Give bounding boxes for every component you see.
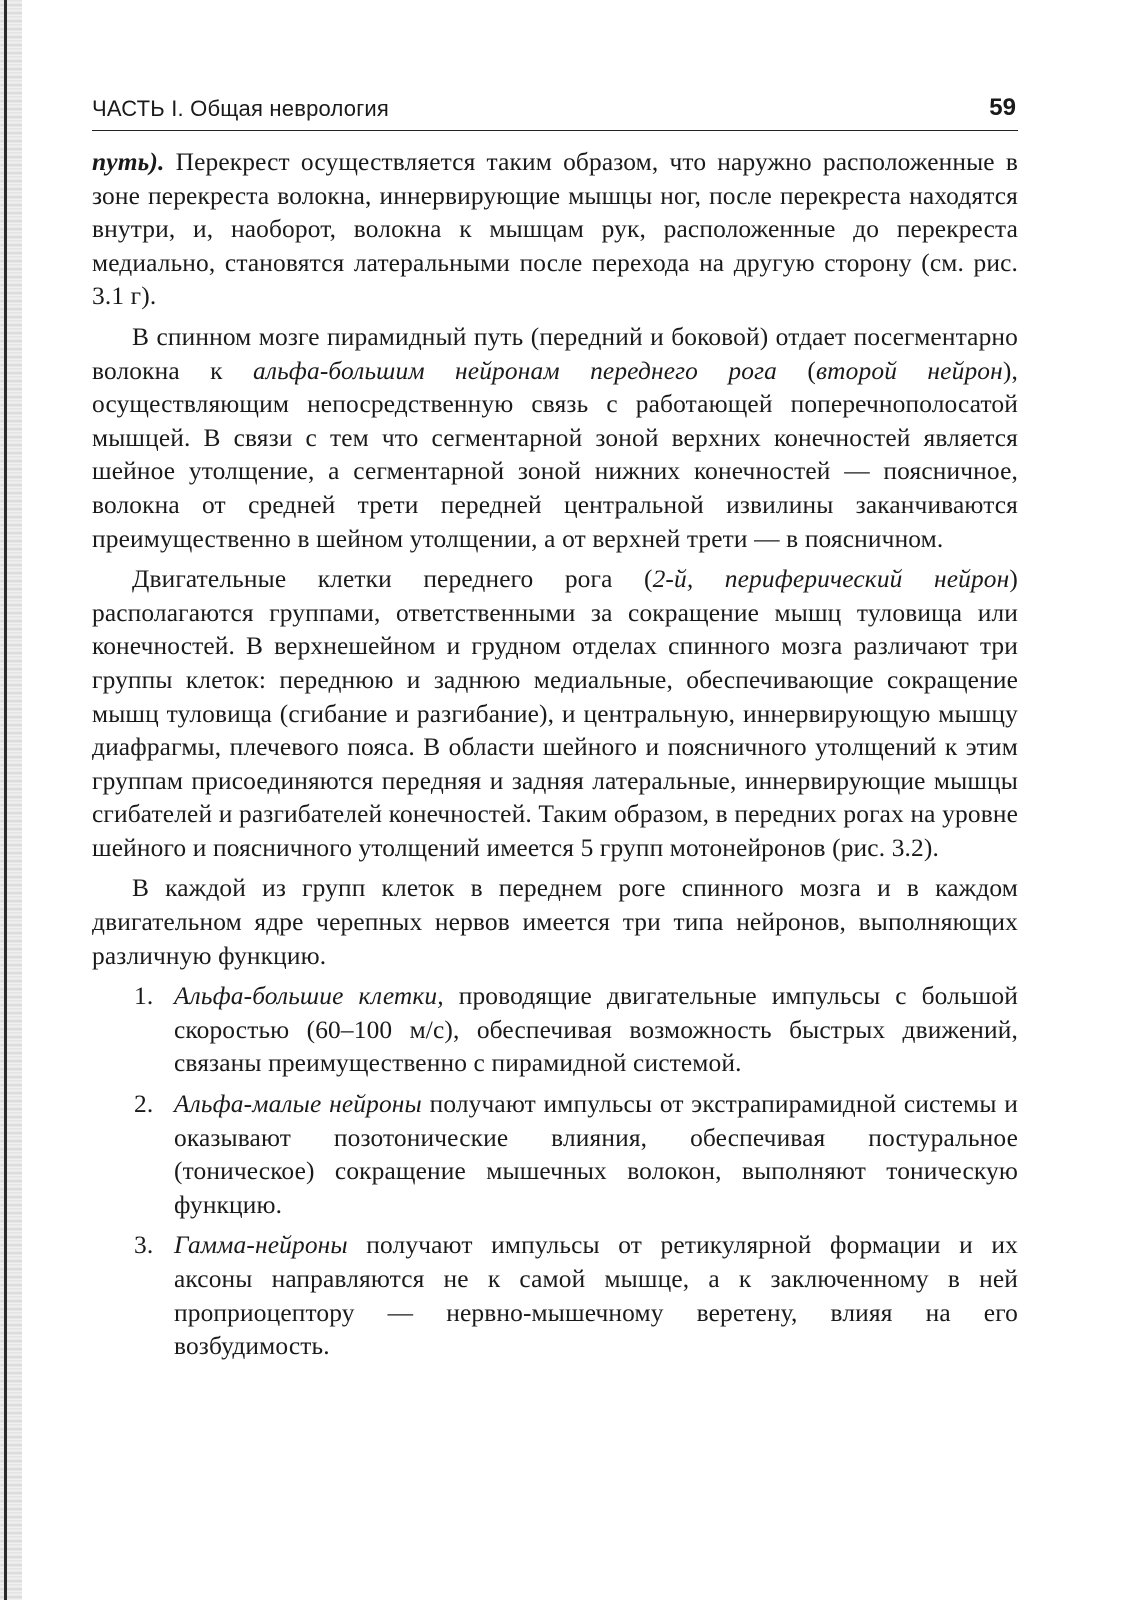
paragraph-2-text-c: ), осуществляющим непосредственную связь с работающей поперечнополосатой мышцей. В связи с тем что сегментарной зоной верхних конечностей является шейное утолщение, а сегментарной зоной нижних конечностей — поясничное, волокна от средней трети передней центральной извилины заканчиваются преимущественно в шейном утолщении, а от верхней трети — в поясничном. — [92, 356, 1018, 553]
page-body — [92, 146, 1018, 1371]
running-head: ЧАСТЬ I. Общая неврология — [92, 96, 390, 121]
list-item — [92, 1088, 1018, 1222]
page-header — [92, 94, 1018, 131]
list-item-number: 1. — [134, 982, 154, 1011]
list-item — [92, 1229, 1018, 1363]
paragraph-4-text: В каждой из групп клеток в переднем роге спинного мозга и в каждом двигательном ядре черепных нервов имеется три типа нейронов, выполняющих различную функцию. — [92, 874, 1018, 970]
page-number: 59 — [989, 94, 1016, 121]
paragraph-1 — [92, 146, 1018, 314]
neuron-types-list — [92, 980, 1018, 1364]
list-item-text: проводящие двигательные импульсы с большой скоростью (60–100 м/с), обеспечивая возможность быстрых движений, связаны преимущественно с пирамидной системой. — [174, 982, 1018, 1078]
list-item-text: получают импульсы от экстрапирамидной системы и оказывают позотонические влияния, обеспечивая постуральное (тоническое) сокращение мышечных волокон, выполняют тоническую функцию. — [174, 1090, 1018, 1219]
paragraph-2-term-b: второй нейрон — [816, 356, 1003, 385]
paragraph-2-term-a: альфа-большим нейронам переднего рога — [253, 356, 778, 385]
list-item-term: Гамма-нейроны — [174, 1231, 348, 1260]
paragraph-4 — [92, 872, 1018, 973]
list-item-text: получают импульсы от ретикулярной формации и их аксоны направляются не к самой мышце, а к заключенному в ней проприоцептору — нервно-мышечному веретену, влияя на его возбудимость. — [174, 1231, 1018, 1361]
paragraph-3-text-b: ) располагаются группами, ответственными за сокращение мышц туловища или конечностей. В верхнешейном и грудном отделах спинного мозга различают три группы клеток: переднюю и заднюю медиальные, обеспечивающие сокращение мышц туловища (сгибание и разгибание), и центральную, иннервирующую мышцу диафрагмы, плечевого пояса. В области шейного и поясничного утолщений к этим группам присоединяются передняя и задняя латеральные, иннервирующие мышцы сгибателей и разгибателей конечностей. Таким образом, в передних рогах на уровне шейного и поясничного утолщений имеется 5 групп мотонейронов (рис. 3.2). — [92, 565, 1019, 862]
paragraph-2-text-a: В спинном мозге пирамидный путь (передний и боковой) отдает посегментарно волокна к — [92, 322, 1018, 385]
list-item-term: Альфа-большие клетки, — [174, 982, 444, 1011]
paragraph-1-text: Перекрест осуществляется таким образом, что наружно расположенные в зоне перекреста волокна, иннервирующие мышцы ног, после перекреста находятся внутри, и, наоборот, волокна к мышцам рук, расположенные до перекреста медиально, становятся латеральными после перехода на другую сторону (см. рис. 3.1 г). — [92, 148, 1018, 311]
scan-edge-line — [4, 0, 7, 1600]
paragraph-2-text-b: ( — [777, 356, 817, 385]
paragraph-3 — [92, 563, 1018, 865]
paragraph-2 — [92, 321, 1018, 556]
paragraph-1-lead: путь). — [92, 148, 165, 176]
list-item — [92, 980, 1018, 1081]
paragraph-3-term: 2-й, периферический нейрон — [652, 565, 1010, 594]
list-item-number: 2. — [134, 1090, 154, 1119]
paragraph-3-text-a: Двигательные клетки переднего рога ( — [132, 565, 653, 594]
list-item-term: Альфа-малые нейроны — [174, 1090, 422, 1119]
list-item-number: 3. — [134, 1231, 154, 1260]
